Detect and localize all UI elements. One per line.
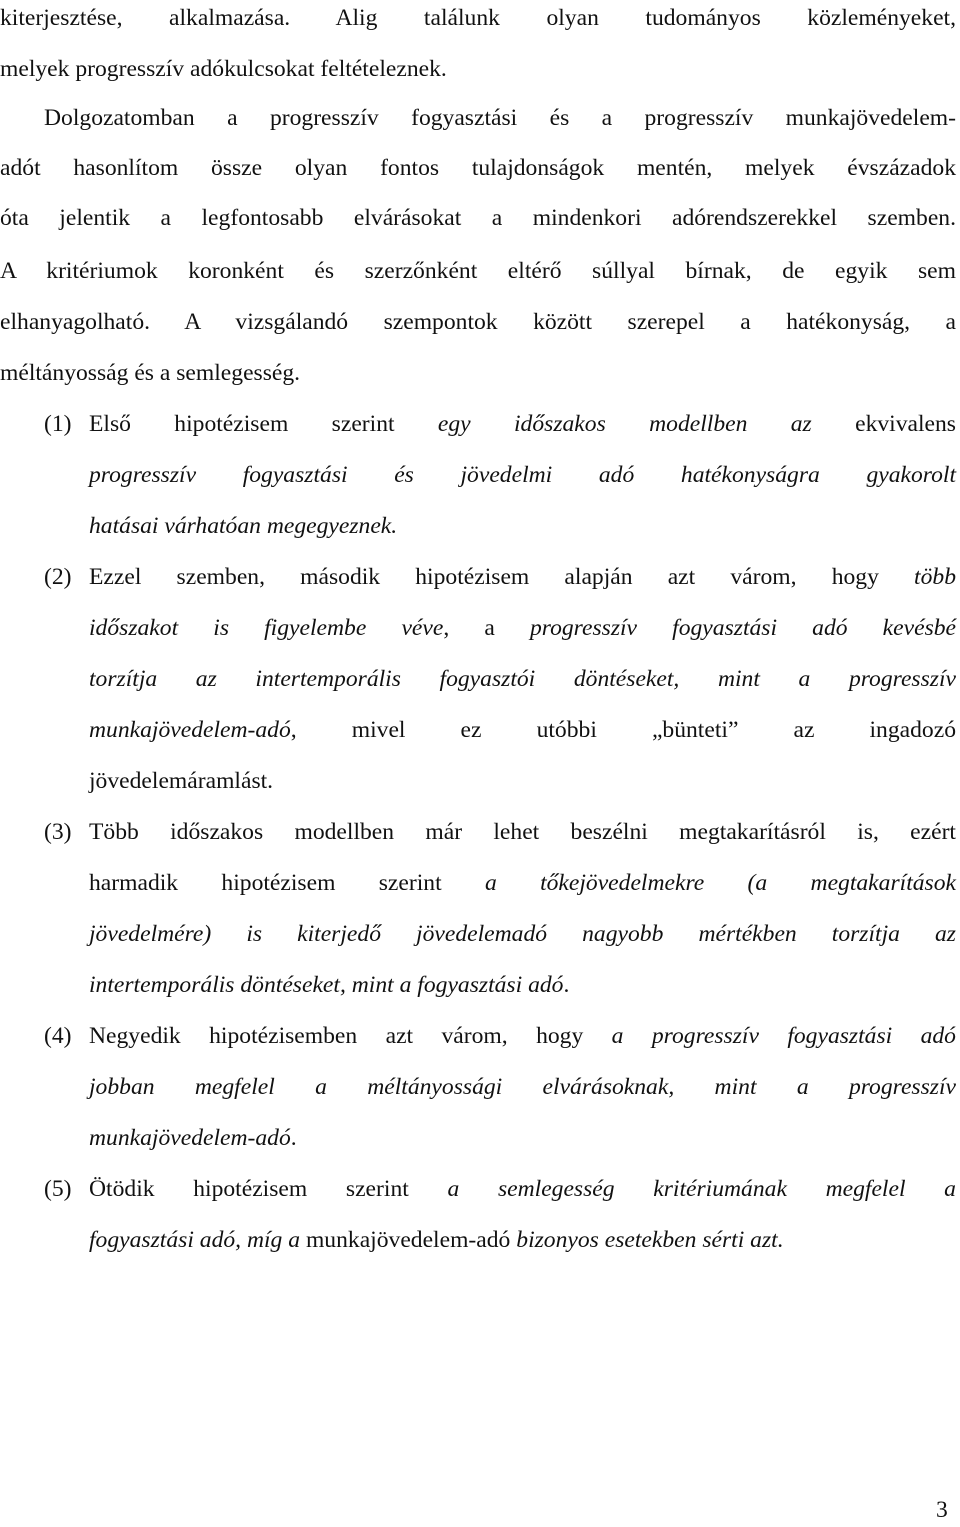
hypothesis-2-emphasis: több: [914, 564, 956, 590]
hypothesis-2-line-2: [89, 613, 956, 643]
hypothesis-1-text: ekvivalens: [855, 411, 956, 437]
hypothesis-1-number: (1): [44, 411, 72, 437]
paragraph-2-line-6: méltányosság és a semlegesség.: [0, 360, 301, 386]
hypothesis-4-emphasis: a progresszív fogyasztási adó: [611, 1023, 956, 1049]
hypothesis-2-text: , mivel ez utóbbi „bünteti” az ingadozó: [290, 717, 956, 743]
hypothesis-5-line-2: [89, 1225, 956, 1255]
hypothesis-5-number: (5): [44, 1176, 72, 1202]
hypothesis-5-text: Ötödik hipotézisem szerint: [89, 1176, 448, 1202]
hypothesis-1-text: Első hipotézisem szerint: [89, 411, 438, 437]
paragraph-2-line-3: óta jelentik a legfontosabb elvárásokat a mindenkori adórendszerekkel szemben.: [0, 205, 956, 231]
hypothesis-4-emphasis: munkajövedelem-adó: [89, 1125, 291, 1151]
hypothesis-1-line-2: progresszív fogyasztási és jövedelmi adó hatékonyságra gyakorolt: [89, 462, 956, 488]
hypothesis-2-line-1: [89, 562, 956, 592]
paragraph-1-line-2: melyek progresszív adókulcsokat feltételeznek.: [0, 56, 447, 82]
hypothesis-2-emphasis: munkajövedelem-adó: [89, 717, 291, 743]
hypothesis-3-text: .: [563, 972, 570, 998]
hypothesis-2-emphasis: progresszív fogyasztási adó kevésbé: [529, 615, 957, 641]
hypothesis-4-text: .: [290, 1125, 297, 1151]
hypothesis-3-number: (3): [44, 819, 72, 845]
hypothesis-3-line-1: Több időszakos modellben már lehet beszélni megtakarításról is, ezért: [89, 819, 956, 845]
hypothesis-2-text: Ezzel szemben, második hipotézisem alapján azt várom, hogy: [89, 564, 915, 590]
hypothesis-2-number: (2): [44, 564, 72, 590]
hypothesis-1-emphasis: egy időszakos modellben az: [437, 411, 856, 437]
hypothesis-2-line-3: torzítja az intertemporális fogyasztói döntéseket, mint a progresszív: [89, 666, 956, 692]
hypothesis-2-line-4: [89, 715, 956, 745]
hypothesis-1-line-3: hatásai várhatóan megegyeznek.: [89, 513, 398, 539]
hypothesis-3-line-4: [89, 970, 956, 1000]
page-number: 3: [936, 1497, 948, 1523]
hypothesis-4-line-1: [89, 1021, 956, 1051]
hypothesis-2-emphasis: időszakot is figyelembe véve: [89, 615, 444, 641]
paragraph-2-line-1: Dolgozatomban a progresszív fogyasztási és a progresszív munkajövedelem-: [44, 105, 956, 131]
hypothesis-3-line-3: jövedelmére) is kiterjedő jövedelemadó nagyobb mértékben torzítja az: [89, 921, 956, 947]
paragraph-1-line-1: kiterjesztése, alkalmazása. Alig találunk olyan tudományos közleményeket,: [0, 5, 956, 31]
hypothesis-2-text: , a: [443, 615, 530, 641]
hypothesis-5-emphasis: a semlegesség kritériumának megfelel a: [447, 1176, 956, 1202]
hypothesis-5-emphasis: bizonyos esetekben sérti azt.: [516, 1227, 784, 1253]
hypothesis-1-line-1: [89, 409, 956, 439]
hypothesis-3-text: harmadik hipotézisem szerint: [89, 870, 485, 896]
hypothesis-3-emphasis: intertemporális döntéseket, mint a fogyasztási adó: [89, 972, 564, 998]
paragraph-2-line-5: elhanyagolható. A vizsgálandó szempontok között szerepel a hatékonyság, a: [0, 309, 956, 335]
hypothesis-2-line-5: jövedelemáramlást.: [89, 768, 274, 794]
hypothesis-5-text: munkajövedelem-adó: [305, 1227, 517, 1253]
hypothesis-5-emphasis: fogyasztási adó, míg a: [89, 1227, 306, 1253]
hypothesis-4-text: Negyedik hipotézisemben azt várom, hogy: [89, 1023, 612, 1049]
hypothesis-4-line-3: [89, 1123, 956, 1153]
paragraph-2-line-4: A kritériumok koronként és szerzőnként eltérő súllyal bírnak, de egyik sem: [0, 258, 956, 284]
hypothesis-3-line-2: [89, 868, 956, 898]
hypothesis-4-line-2: jobban megfelel a méltányossági elvárásoknak, mint a progresszív: [89, 1074, 956, 1100]
hypothesis-4-number: (4): [44, 1023, 72, 1049]
hypothesis-3-emphasis: a tőkejövedelmekre (a megtakarítások: [484, 870, 956, 896]
hypothesis-5-line-1: [89, 1174, 956, 1204]
paragraph-2-line-2: adót hasonlítom össze olyan fontos tulajdonságok mentén, melyek évszázadok: [0, 155, 956, 181]
